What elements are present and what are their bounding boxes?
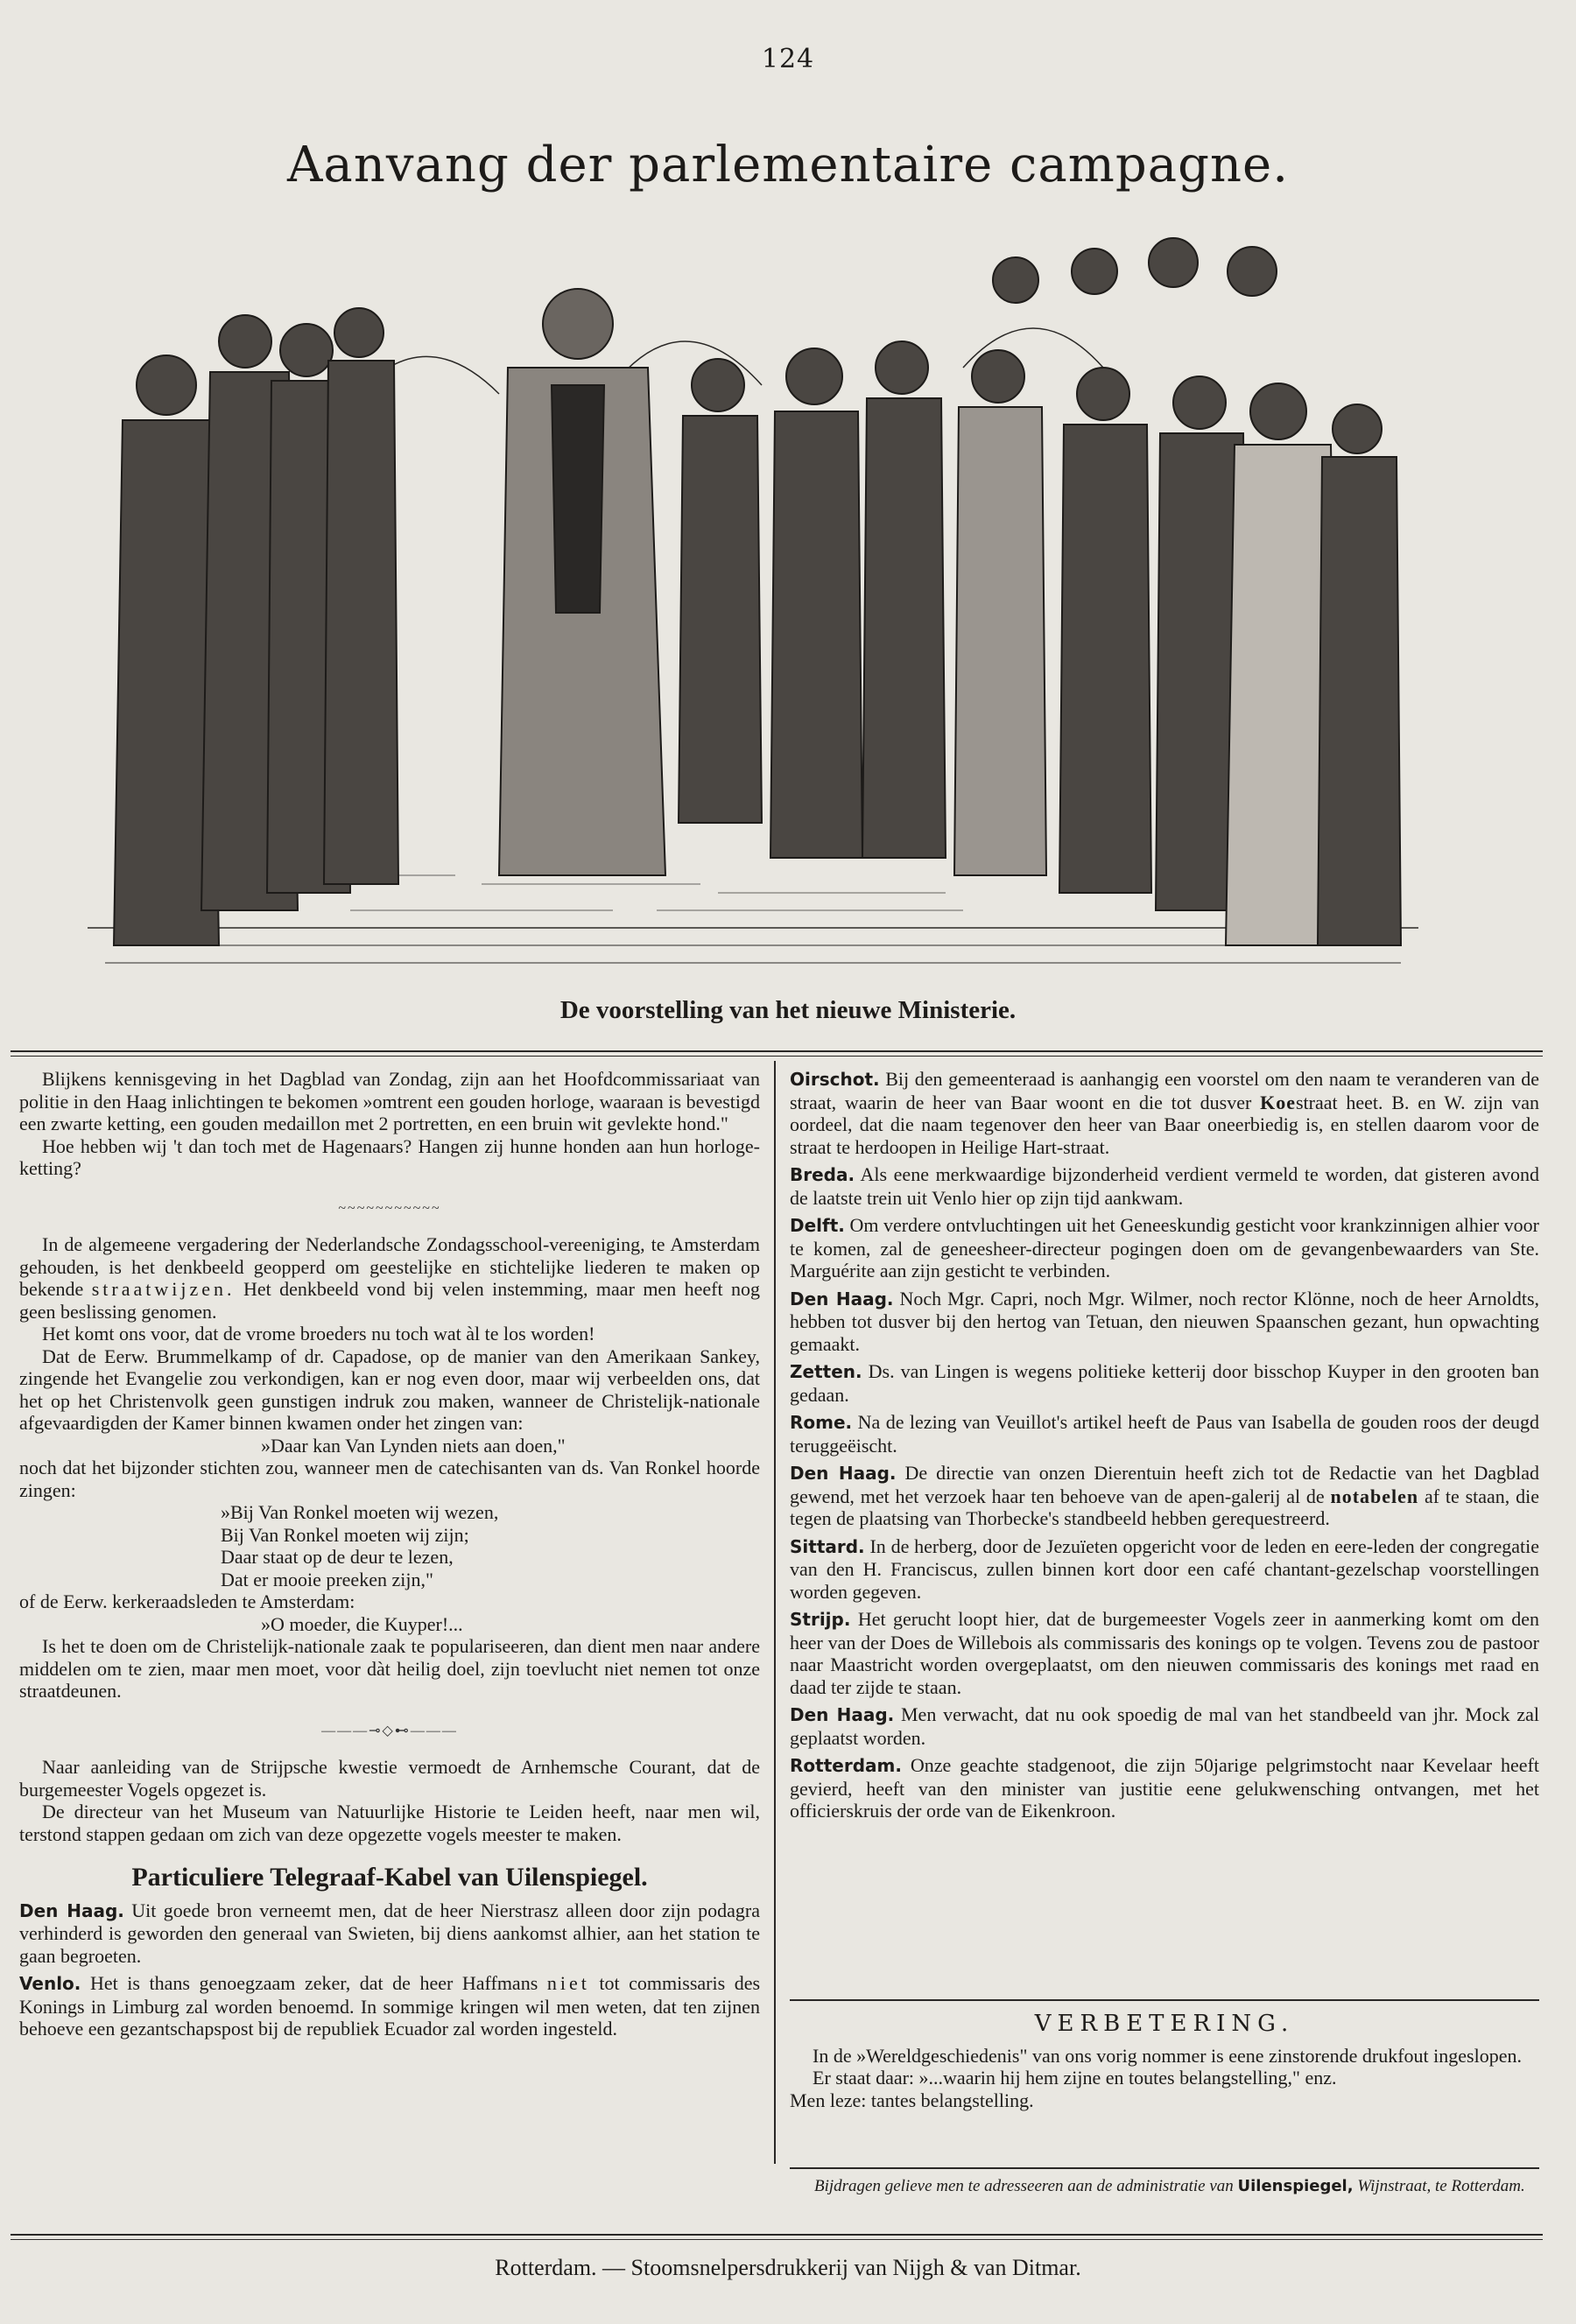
entry-text: Ds. van Lingen is wegens politieke ketterij door bisschop Kuyper in den grooten ban gedaan. xyxy=(790,1360,1540,1406)
dateline: Zetten. xyxy=(790,1361,862,1382)
bijdragen-address: Wijnstraat, te Rotterdam. xyxy=(1357,2177,1525,2195)
bijdragen-rule xyxy=(790,2167,1539,2169)
verse-line: Bij Van Ronkel moeten wij zijn; xyxy=(221,1523,469,1546)
ornament-divider: ~~~~~~~~~~~ xyxy=(338,1200,441,1216)
article-paragraph xyxy=(19,1233,760,1323)
column-divider xyxy=(774,1061,776,2164)
news-entry xyxy=(790,1288,1539,1356)
entry-text: Bij den gemeenteraad is aanhangig een voorstel om den naam te veranderen van de straat, waarin de heer van Baar woont en die tot dusver xyxy=(790,1068,1539,1113)
dateline: Breda. xyxy=(790,1164,855,1185)
verbetering-box xyxy=(790,1999,1539,2111)
verbetering-paragraph: Men leze: tantes belangstelling. xyxy=(790,2089,1034,2111)
entry-text: Uit goede bron verneemt men, dat de heer Nierstrasz alleen door zijn podagra verhinderd is geworden den generaal van Swieten, bij diens aankomst alhier, aan het station te gaan begroeten. xyxy=(19,1899,761,1967)
article-paragraph: Naar aanleiding van de Strijpsche kwestie vermoedt de Arnhemsche Courant, dat de burgemeester Vogels opgezet is. xyxy=(19,1756,760,1801)
dateline: Rome. xyxy=(790,1412,853,1433)
verbetering-paragraph: In de »Wereldgeschiedenis" van ons vorig nommer is eene zinstorende drukfout ingeslopen. xyxy=(813,2044,1522,2067)
dateline: Sittard. xyxy=(790,1535,865,1557)
publication-name: Uilenspiegel, xyxy=(1237,2177,1354,2195)
entry-text: Het is thans genoegzaam zeker, dat de heer Haffmans xyxy=(89,1972,538,1994)
news-entry xyxy=(790,1163,1539,1209)
entry-text: De directie van onzen Dierentuin heeft zich tot de Redactie van het Dagblad gewend, met het verzoek haar ten behoeve van de apen-galerij al de xyxy=(790,1462,1539,1507)
dateline: Strijp. xyxy=(790,1609,851,1630)
entry-text: Noch Mgr. Capri, noch Mgr. Wilmer, noch rector Klönne, noch de heer Arnoldts, hebben tot dusver bij den hertog van Tetuan, den nieuwen Spaanschen gezant, hun opwachting gemaakt. xyxy=(790,1287,1540,1355)
telegraph-entry xyxy=(19,1899,760,1968)
headline: Aanvang der parlementaire campagne. xyxy=(286,136,1289,193)
article-paragraph: De directeur van het Museum van Natuurlijke Historie te Leiden heeft, naar men wil, terstond stappen gedaan om zich van deze opgezette vogels meester te maken. xyxy=(19,1801,760,1845)
verse-line: »Bij Van Ronkel moeten wij wezen, xyxy=(221,1501,499,1523)
verse-line: Daar staat op de deur te lezen, xyxy=(221,1546,454,1568)
text-run: In de algemeene vergadering der Nederlandsche Zondagsschool-vereeniging, te Amsterdam gehouden, is het denkbeeld geopperd om geestelijke en stichtelijke liederen te maken op bekende xyxy=(19,1233,760,1300)
article-paragraph: Is het te doen om de Christelijk-nationale zaak te populariseeren, dan dient men naar andere middelen om te zien, maar men moet, voor dàt heilig doel, zijn toevlucht niet nemen tot onze straatdeunen. xyxy=(19,1635,760,1702)
news-entry xyxy=(790,1608,1539,1698)
footer-rule-thin xyxy=(11,2239,1543,2240)
entry-text: Als eene merkwaardige bijzonderheid verdient vermeld te worden, dat gisteren avond de laatste trein uit Venlo hier op zijn tijd aankwam. xyxy=(790,1163,1539,1209)
entry-text: Na de lezing van Veuillot's artikel heeft de Paus van Isabella de gouden roos der deugd teruggeëischt. xyxy=(790,1411,1540,1457)
telegraph-entry xyxy=(19,1972,760,2040)
article-paragraph: Blijkens kennisgeving in het Dagblad van Zondag, zijn aan het Hoofdcommissariaat van politie in den Haag inlichtingen te bekomen »omtrent een gouden horloge, waaraan is bevestigd een zwarte ketting, een gouden medaillon met 2 portretten, en een bruin wit gevlekte hond." xyxy=(19,1068,760,1134)
entry-text: Onze geachte stadgenoot, die zijn 50jarige pelgrimstocht naar Kevelaar heeft gevierd, heeft van den minister van justitie eene gelukwensching ontvangen, met het officierskruis der orde van de Eikenkroon. xyxy=(790,1754,1539,1822)
entry-text: straat heet. B. en W. zijn van oordeel, dat die naam tegenover den heer van Baar oneerbiedig is, en stellen daarom voor de straat te herdoopen in Heilige Hart-straat. xyxy=(790,1091,1540,1158)
text-run: Het denkbeeld vond bij velen instemming, maar men heeft nog geen beslissing genomen. xyxy=(19,1278,761,1323)
article-paragraph: Dat de Eerw. Brummelkamp of dr. Capadose, op de manier van den Amerikaan Sankey, zingende het Evangelie zou verkondigen, kan er nog even door, maar wij verbeelden ons, dat het op het Christenvolk geen gunstigen indruk zou maken, wanneer de Christelijk-nationale afgevaardigden der Kamer binnen kwamen onder het zingen van: xyxy=(19,1345,760,1434)
verse-line: Dat er mooie preeken zijn," xyxy=(221,1568,433,1590)
entry-text: Om verdere ontvluchtingen uit het Geneeskundig gesticht voor krankzinnigen alhier voor te komen, zal de geneesheer-directeur pogingen doen om de gevangenbewaarders van Ste. Marguérite aan zijn gesticht te verbinden. xyxy=(790,1214,1540,1281)
telegraaf-title: Particuliere Telegraaf-Kabel van Uilenspiegel. xyxy=(131,1863,648,1892)
bijdragen-note xyxy=(814,2176,1541,2197)
dateline: Delft. xyxy=(790,1215,845,1236)
entry-text: In de herberg, door de Jezuïeten opgericht voor de leden en eere-leden der congregatie van den H. Franciscus, zullen binnen kort door een café chantant-gezelschap voorstellingen worden gegeven. xyxy=(790,1534,1539,1603)
bijdragen-text: Bijdragen gelieve men te adresseeren aan de administratie van xyxy=(814,2177,1234,2195)
verbetering-title: VERBETERING. xyxy=(1034,2011,1295,2037)
entry-text: Het gerucht loopt hier, dat de burgemeester Vogels zeer in aanmerking komt om den heer van der Does de Willebois als commissaris des konings op te volgen. Tevens zou de pastoor naar Maastricht worden overgeplaatst, om den nieuwen commissaris des konings met raad en daad ter zijde te staan. xyxy=(790,1608,1539,1698)
news-entry xyxy=(790,1411,1539,1457)
article-paragraph: of de Eerw. kerkeraadsleden te Amsterdam: xyxy=(19,1590,355,1612)
news-entry xyxy=(790,1214,1539,1282)
entry-text: af te staan, die tegen de plaatsing van Thorbecke's standbeeld hebben gerequestreerd. xyxy=(790,1485,1540,1529)
news-entry xyxy=(790,1535,1539,1604)
ornament-divider: ———⊸◇⊷——— xyxy=(321,1723,458,1738)
article-paragraph: Het komt ons voor, dat de vrome broeders nu toch wat àl te los worden! xyxy=(42,1323,595,1345)
bold-word: Koe xyxy=(1260,1091,1296,1113)
engraving-illustration xyxy=(88,210,1418,980)
top-rule-thin xyxy=(11,1056,1543,1057)
entry-text: tot commissaris des Konings in Limburg zal worden benoemd. In sommige kringen wil men weten, dat ten zijnen behoeve een gezantschapspost bij de republiek Ecuador zal worden ingesteld. xyxy=(19,1972,761,2040)
top-rule xyxy=(11,1050,1543,1052)
song-quote: »Daar kan Van Lynden niets aan doen," xyxy=(261,1434,566,1457)
dateline: Den Haag. xyxy=(790,1704,895,1725)
dateline: Den Haag. xyxy=(19,1899,124,1921)
left-column xyxy=(19,1068,760,2046)
dateline: Den Haag. xyxy=(790,1463,897,1484)
entry-text: Men verwacht, dat nu ook spoedig de mal van het standbeeld van jhr. Mock zal geplaatst worden. xyxy=(790,1703,1540,1749)
verbetering-paragraph: Er staat daar: »...waarin hij hem zijne en toutes belangstelling," enz. xyxy=(813,2067,1337,2089)
article-paragraph: Hoe hebben wij 't dan toch met de Hagenaars? Hangen zij hunne honden aan hun horloge-ketting? xyxy=(19,1134,760,1179)
footer-rule xyxy=(11,2234,1543,2236)
bold-word: notabelen xyxy=(1330,1485,1419,1507)
news-entry xyxy=(790,1703,1539,1749)
news-entry xyxy=(790,1360,1539,1406)
spaced-word: niet xyxy=(546,1972,590,1994)
dateline: Oirschot. xyxy=(790,1069,880,1090)
dateline: Venlo. xyxy=(19,1973,81,1994)
song-quote: »O moeder, die Kuyper!... xyxy=(261,1612,463,1635)
song-verse xyxy=(221,1501,760,1590)
printer-footer: Rotterdam. — Stoomsnelpersdrukkerij van Nijgh & van Ditmar. xyxy=(495,2255,1081,2280)
dateline: Rotterdam. xyxy=(790,1755,902,1776)
page-number: 124 xyxy=(761,44,815,74)
illustration-caption: De voorstelling van het nieuwe Ministerie. xyxy=(559,996,1017,1024)
news-entry xyxy=(790,1754,1539,1822)
news-entry xyxy=(790,1068,1539,1158)
dateline: Den Haag. xyxy=(790,1288,894,1309)
right-column xyxy=(790,1068,1539,1828)
spaced-word: straatwijzen. xyxy=(91,1278,236,1300)
news-entry xyxy=(790,1462,1539,1530)
article-paragraph: noch dat het bijzonder stichten zou, wanneer men de catechisanten van ds. Van Ronkel hoorde zingen: xyxy=(19,1457,760,1501)
